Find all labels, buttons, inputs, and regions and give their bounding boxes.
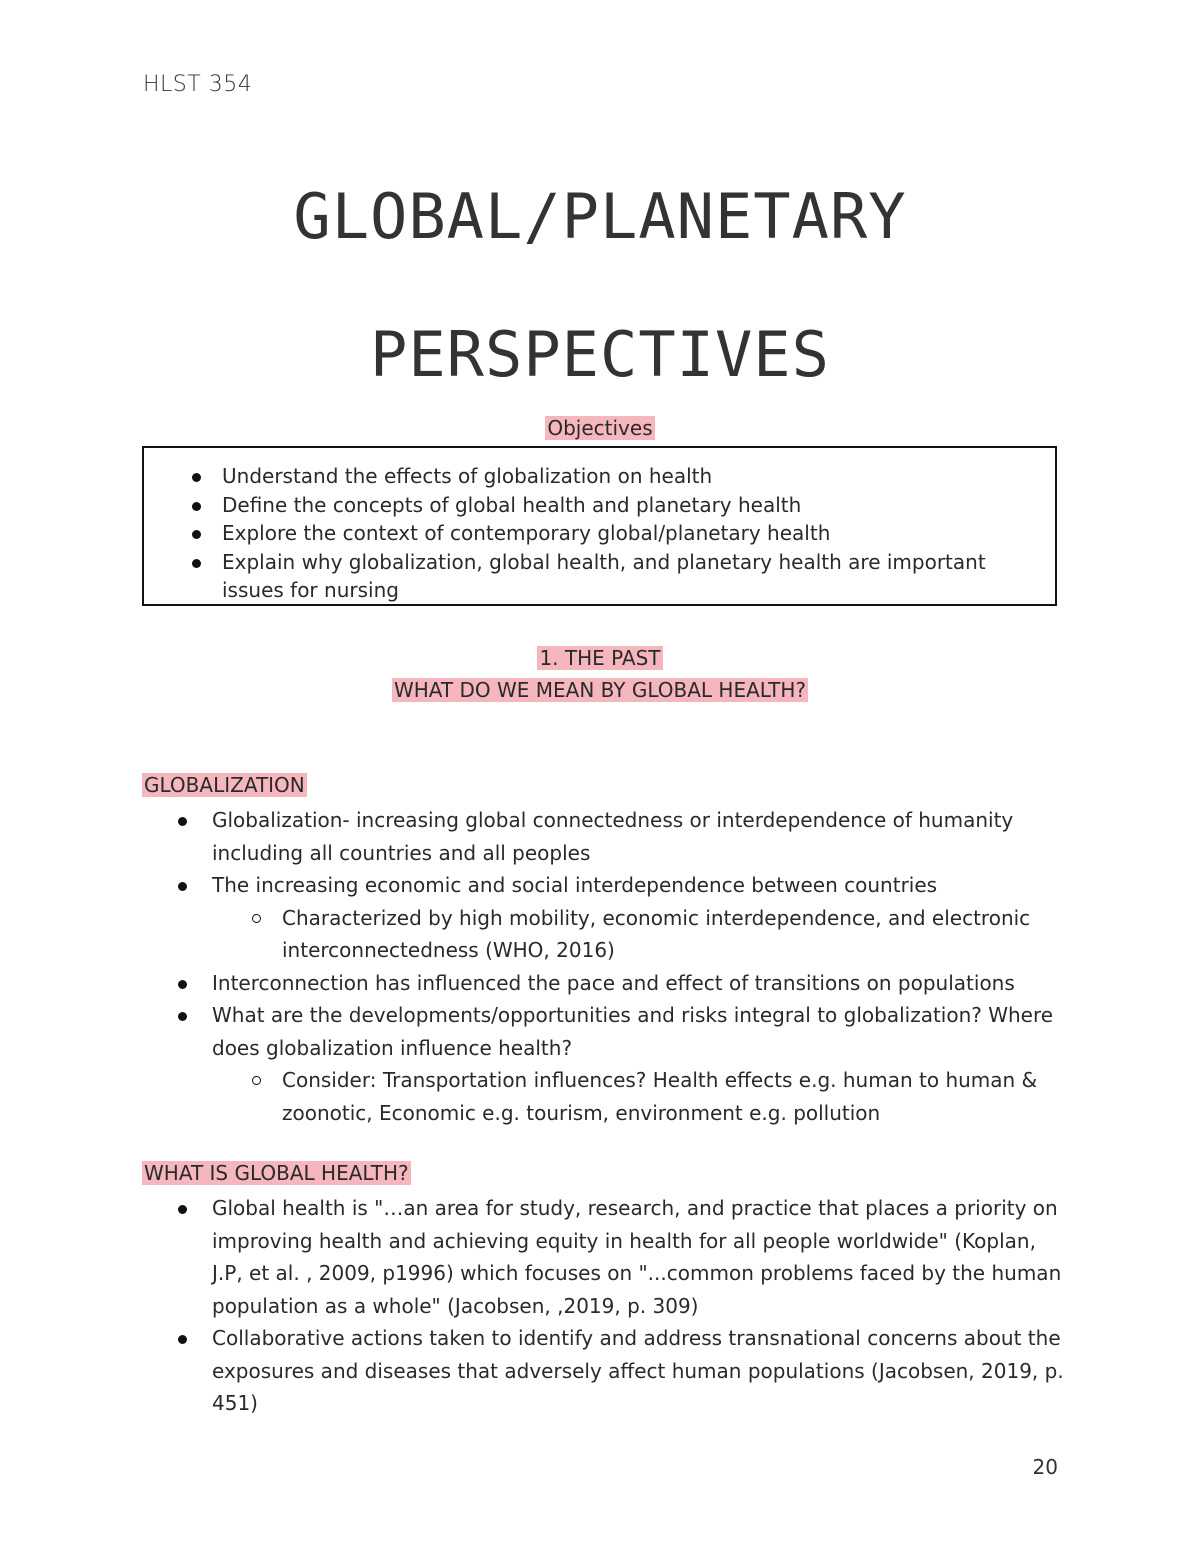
objective-item: Explore the context of contemporary global/planetary health — [222, 519, 1055, 548]
page-number: 20 — [1032, 1455, 1058, 1479]
objectives-label: Objectives — [547, 416, 653, 440]
objective-item: Define the concepts of global health and planetary health — [222, 491, 1055, 520]
list-item: Global health is "…an area for study, research, and practice that places a priority on improving health and achieving equity in health for all people worldwide" (Koplan, J.P, et al. , 2009, p1996) which focuses on "...common problems faced by the human population as a whole" (Jacobsen, ,2019, p. 309) — [212, 1192, 1072, 1322]
list-item: What are the developments/opportunities and risks integral to globalization? Where does globalization influence health? — [212, 999, 1072, 1064]
global-health-list — [212, 1192, 1072, 1420]
section-past-question-row — [0, 678, 1200, 702]
objective-item: Understand the effects of globalization on health — [222, 462, 1055, 491]
globalization-list — [212, 804, 1072, 1129]
objective-item: Explain why globalization, global health, and planetary health are important issues for nursing — [222, 548, 1055, 605]
objectives-box — [142, 446, 1057, 606]
page-title-line-2: PERSPECTIVES — [370, 318, 830, 391]
globalization-heading-row — [142, 773, 307, 797]
section-past-row — [0, 646, 1200, 670]
list-item: Interconnection has influenced the pace and effect of transitions on populations — [212, 967, 1072, 1000]
list-item: The increasing economic and social interdependence between countries — [212, 869, 1072, 902]
globalization-heading: GLOBALIZATION — [144, 773, 305, 797]
objectives-list — [144, 448, 1055, 605]
section-past-heading: 1. THE PAST — [539, 646, 661, 670]
sub-list-item: Characterized by high mobility, economic interdependence, and electronic interconnectedness (WHO, 2016) — [282, 902, 1072, 967]
section-past-question: WHAT DO WE MEAN BY GLOBAL HEALTH? — [393, 678, 807, 702]
objectives-label-row — [0, 416, 1200, 440]
list-item: Globalization- increasing global connectedness or interdependence of humanity including all countries and all peoples — [212, 804, 1072, 869]
page-title-line-1: GLOBAL/PLANETARY — [293, 180, 907, 253]
global-health-heading-row — [142, 1161, 411, 1185]
list-item: Collaborative actions taken to identify and address transnational concerns about the exposures and diseases that adversely affect human populations (Jacobsen, 2019, p. 451) — [212, 1322, 1072, 1420]
course-code: HLST 354 — [143, 72, 253, 97]
sub-list-item: Consider: Transportation influences? Health effects e.g. human to human & zoonotic, Economic e.g. tourism, environment e.g. pollution — [282, 1064, 1072, 1129]
global-health-heading: WHAT IS GLOBAL HEALTH? — [144, 1161, 409, 1185]
